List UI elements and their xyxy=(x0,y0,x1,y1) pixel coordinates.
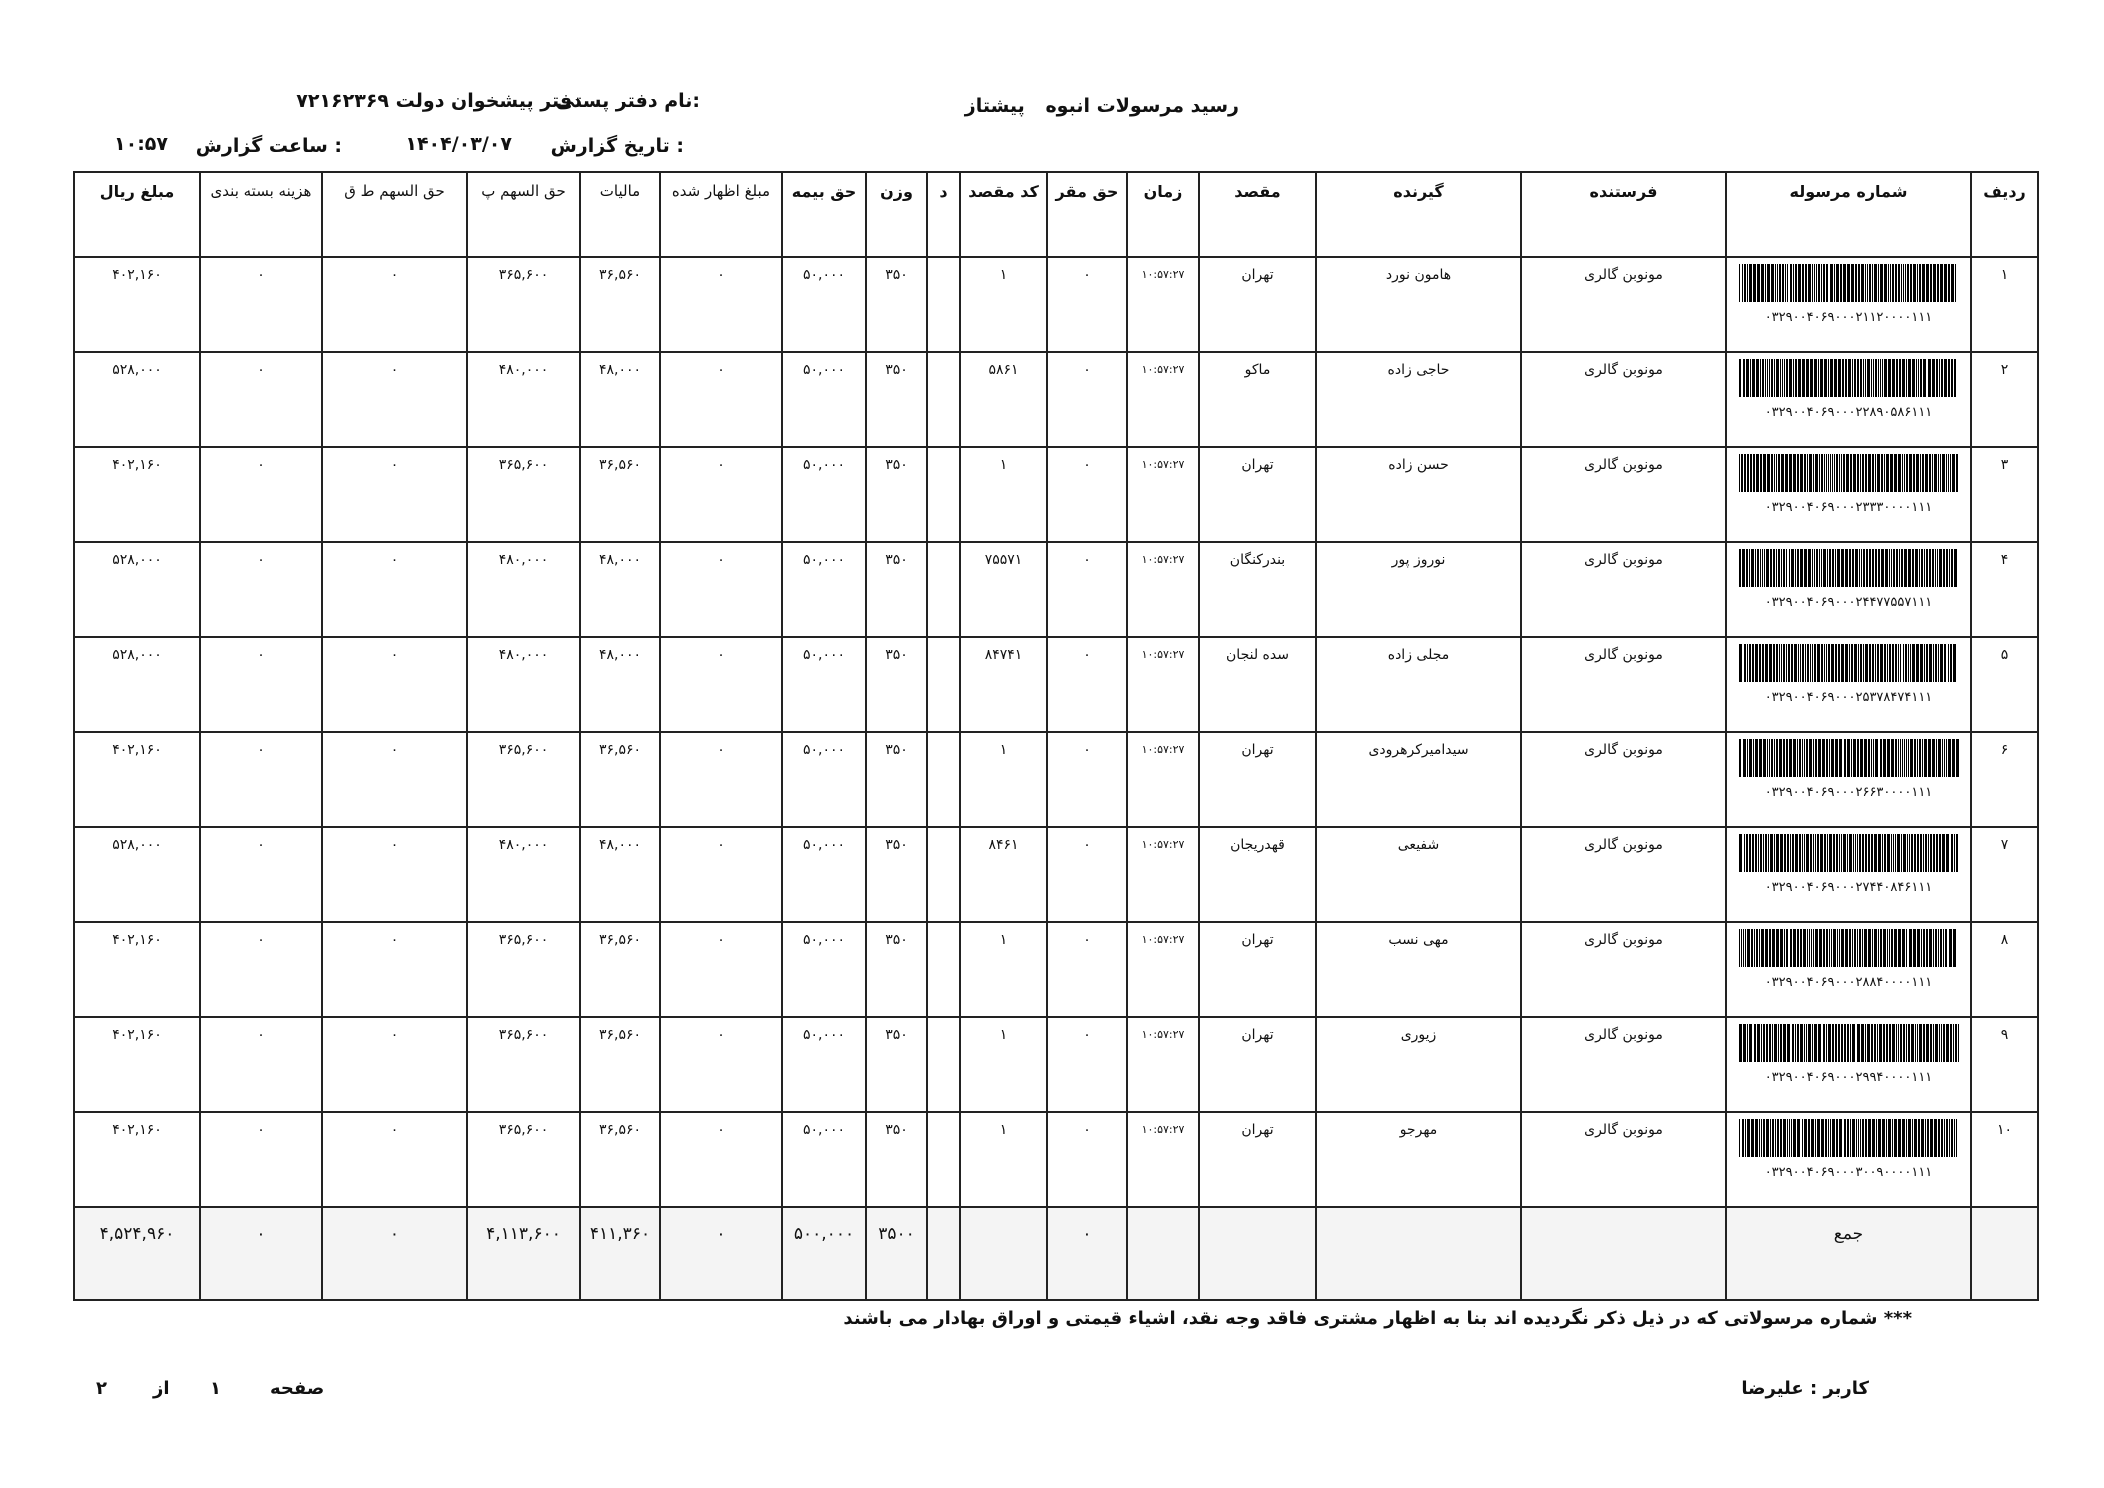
cell-dest-code: ۱ xyxy=(960,257,1047,352)
cell-declared: ۰ xyxy=(660,257,782,352)
cell-tax: ۳۶,۵۶۰ xyxy=(580,257,660,352)
cell-haq-maqar: ۰ xyxy=(1047,922,1127,1017)
cell-amount: ۴۰۲,۱۶۰ xyxy=(74,1017,200,1112)
cell-weight: ۳۵۰ xyxy=(866,447,927,542)
cell-sender: مونوبن گالری xyxy=(1521,732,1726,827)
cell-amount: ۴۰۲,۱۶۰ xyxy=(74,732,200,827)
cell-dest: تهران xyxy=(1199,1017,1316,1112)
cell-weight: ۳۵۰ xyxy=(866,542,927,637)
tracking-cell xyxy=(1726,827,1971,922)
cell-declared: ۰ xyxy=(660,352,782,447)
cell-amount: ۴۰۲,۱۶۰ xyxy=(74,257,200,352)
tracking-cell xyxy=(1726,1112,1971,1207)
barcode-image xyxy=(1739,739,1959,777)
cell-amount: ۵۲۸,۰۰۰ xyxy=(74,542,200,637)
table-total-row xyxy=(74,1207,2038,1300)
tracking-cell xyxy=(1726,447,1971,542)
cell-haq-maqar: ۰ xyxy=(1047,257,1127,352)
cell-d xyxy=(927,732,960,827)
cell-time: ۱۰:۵۷:۲۷ xyxy=(1127,447,1199,542)
total-share-p: ۴,۱۱۳,۶۰۰ xyxy=(467,1207,580,1300)
tracking-number: ۰۳۲۹۰۰۴۰۶۹۰۰۰۳۰۰۹۰۰۰۰۱۱۱ xyxy=(1764,1165,1933,1180)
barcode-image xyxy=(1739,644,1959,682)
cell-tax: ۴۸,۰۰۰ xyxy=(580,542,660,637)
col-d: د xyxy=(927,172,960,257)
tracking-number: ۰۳۲۹۰۰۴۰۶۹۰۰۰۲۱۱۲۰۰۰۰۱۱۱ xyxy=(1764,310,1933,325)
cell-row: ۴ xyxy=(1971,542,2038,637)
cell-packing: ۰ xyxy=(200,637,322,732)
table-row xyxy=(74,1112,2038,1207)
cell-time: ۱۰:۵۷:۲۷ xyxy=(1127,1112,1199,1207)
table-row xyxy=(74,542,2038,637)
cell-d xyxy=(927,542,960,637)
cell-sender: مونوبن گالری xyxy=(1521,1017,1726,1112)
cell-haq-maqar: ۰ xyxy=(1047,352,1127,447)
cell-declared: ۰ xyxy=(660,827,782,922)
cell-row: ۹ xyxy=(1971,1017,2038,1112)
cell-declared: ۰ xyxy=(660,1017,782,1112)
col-tracking: شماره مرسوله xyxy=(1726,172,1971,257)
cell-share-p: ۴۸۰,۰۰۰ xyxy=(467,542,580,637)
cell-insurance: ۵۰,۰۰۰ xyxy=(782,352,866,447)
col-haq-maqar: حق مقر xyxy=(1047,172,1127,257)
cell-packing: ۰ xyxy=(200,447,322,542)
cell-weight: ۳۵۰ xyxy=(866,922,927,1017)
cell-haq-maqar: ۰ xyxy=(1047,1017,1127,1112)
cell-share-p: ۳۶۵,۶۰۰ xyxy=(467,1017,580,1112)
cell-dest-code: ۸۴۶۱ xyxy=(960,827,1047,922)
cell-share-tq: ۰ xyxy=(322,922,467,1017)
table-row xyxy=(74,447,2038,542)
cell-packing: ۰ xyxy=(200,922,322,1017)
cell-sender: مونوبن گالری xyxy=(1521,447,1726,542)
cell-sender: مونوبن گالری xyxy=(1521,637,1726,732)
col-insurance: حق بیمه xyxy=(782,172,866,257)
col-sender: فرستنده xyxy=(1521,172,1726,257)
total-label: جمع xyxy=(1726,1207,1971,1300)
total-packing: ۰ xyxy=(200,1207,322,1300)
cell-row: ۳ xyxy=(1971,447,2038,542)
cell-declared: ۰ xyxy=(660,447,782,542)
cell-receiver: شفیعی xyxy=(1316,827,1521,922)
cell-time: ۱۰:۵۷:۲۷ xyxy=(1127,827,1199,922)
cell-share-p: ۴۸۰,۰۰۰ xyxy=(467,827,580,922)
disclaimer-note: *** شماره مرسولاتی که در ذیل ذکر نگردیده اند بنا به اظهار مشتری فاقد وجه نقد، اشیاء قیمتی و اوراق بهادار می باشند xyxy=(843,1308,1912,1329)
cell-packing: ۰ xyxy=(200,352,322,447)
cell-dest: تهران xyxy=(1199,732,1316,827)
col-share-p: حق السهم پ xyxy=(467,172,580,257)
cell-dest-code: ۵۸۶۱ xyxy=(960,352,1047,447)
cell-time: ۱۰:۵۷:۲۷ xyxy=(1127,637,1199,732)
report-title xyxy=(965,95,1239,117)
cell-share-tq: ۰ xyxy=(322,1112,467,1207)
cell-receiver: نوروز پور xyxy=(1316,542,1521,637)
cell-declared: ۰ xyxy=(660,922,782,1017)
cell-dest: تهران xyxy=(1199,922,1316,1017)
user-info xyxy=(1741,1378,1869,1399)
cell-haq-maqar: ۰ xyxy=(1047,827,1127,922)
total-sender xyxy=(1521,1207,1726,1300)
cell-share-p: ۳۶۵,۶۰۰ xyxy=(467,447,580,542)
cell-sender: مونوبن گالری xyxy=(1521,1112,1726,1207)
barcode-image xyxy=(1739,834,1959,872)
cell-row: ۵ xyxy=(1971,637,2038,732)
total-haq-maqar: ۰ xyxy=(1047,1207,1127,1300)
office-label: نام دفتر پستی: xyxy=(555,90,700,112)
cell-dest: بندرکنگان xyxy=(1199,542,1316,637)
tracking-cell xyxy=(1726,732,1971,827)
cell-receiver: هامون نورد xyxy=(1316,257,1521,352)
cell-d xyxy=(927,1112,960,1207)
tracking-cell xyxy=(1726,1017,1971,1112)
cell-share-p: ۴۸۰,۰۰۰ xyxy=(467,637,580,732)
cell-row: ۷ xyxy=(1971,827,2038,922)
cell-tax: ۳۶,۵۶۰ xyxy=(580,1017,660,1112)
cell-row: ۱ xyxy=(1971,257,2038,352)
table-row xyxy=(74,922,2038,1017)
cell-insurance: ۵۰,۰۰۰ xyxy=(782,257,866,352)
cell-amount: ۴۰۲,۱۶۰ xyxy=(74,1112,200,1207)
cell-time: ۱۰:۵۷:۲۷ xyxy=(1127,257,1199,352)
cell-declared: ۰ xyxy=(660,732,782,827)
tracking-cell xyxy=(1726,637,1971,732)
cell-time: ۱۰:۵۷:۲۷ xyxy=(1127,732,1199,827)
cell-share-p: ۳۶۵,۶۰۰ xyxy=(467,732,580,827)
table-row xyxy=(74,257,2038,352)
cell-dest-code: ۱ xyxy=(960,1017,1047,1112)
table-row xyxy=(74,352,2038,447)
total-receiver xyxy=(1316,1207,1521,1300)
cell-insurance: ۵۰,۰۰۰ xyxy=(782,637,866,732)
total-weight: ۳۵۰۰ xyxy=(866,1207,927,1300)
cell-insurance: ۵۰,۰۰۰ xyxy=(782,1112,866,1207)
cell-d xyxy=(927,352,960,447)
user-name: علیرضا xyxy=(1741,1378,1804,1399)
cell-row: ۸ xyxy=(1971,922,2038,1017)
cell-share-p: ۴۸۰,۰۰۰ xyxy=(467,352,580,447)
table-row xyxy=(74,637,2038,732)
cell-receiver: مهرجو xyxy=(1316,1112,1521,1207)
cell-dest-code: ۱ xyxy=(960,447,1047,542)
cell-receiver: حاجی زاده xyxy=(1316,352,1521,447)
cell-weight: ۳۵۰ xyxy=(866,732,927,827)
barcode-image xyxy=(1739,929,1959,967)
cell-dest-code: ۱ xyxy=(960,732,1047,827)
tracking-cell xyxy=(1726,352,1971,447)
cell-receiver: مهی نسب xyxy=(1316,922,1521,1017)
page-total: ۲ xyxy=(96,1378,107,1399)
col-receiver: گیرنده xyxy=(1316,172,1521,257)
cell-share-tq: ۰ xyxy=(322,827,467,922)
col-tax: مالیات xyxy=(580,172,660,257)
office-value: دفتر پیشخوان دولت ۷۲۱۶۲۳۶۹ xyxy=(296,90,582,112)
table-row xyxy=(74,732,2038,827)
cell-share-tq: ۰ xyxy=(322,732,467,827)
cell-time: ۱۰:۵۷:۲۷ xyxy=(1127,922,1199,1017)
cell-sender: مونوبن گالری xyxy=(1521,352,1726,447)
barcode-image xyxy=(1739,1119,1959,1157)
cell-declared: ۰ xyxy=(660,1112,782,1207)
col-dest: مقصد xyxy=(1199,172,1316,257)
cell-insurance: ۵۰,۰۰۰ xyxy=(782,542,866,637)
cell-row: ۱۰ xyxy=(1971,1112,2038,1207)
cell-dest: تهران xyxy=(1199,257,1316,352)
time-label: ساعت گزارش : xyxy=(195,135,342,157)
user-label: کاربر : xyxy=(1809,1378,1869,1399)
tracking-cell xyxy=(1726,542,1971,637)
cell-insurance: ۵۰,۰۰۰ xyxy=(782,1017,866,1112)
cell-row: ۲ xyxy=(1971,352,2038,447)
cell-dest-code: ۱ xyxy=(960,1112,1047,1207)
tracking-cell xyxy=(1726,257,1971,352)
cell-packing: ۰ xyxy=(200,1112,322,1207)
cell-tax: ۳۶,۵۶۰ xyxy=(580,732,660,827)
cell-weight: ۳۵۰ xyxy=(866,257,927,352)
cell-amount: ۴۰۲,۱۶۰ xyxy=(74,922,200,1017)
total-share-tq: ۰ xyxy=(322,1207,467,1300)
cell-dest-code: ۸۴۷۴۱ xyxy=(960,637,1047,732)
cell-weight: ۳۵۰ xyxy=(866,637,927,732)
cell-weight: ۳۵۰ xyxy=(866,1112,927,1207)
col-share-tq: حق السهم ط ق xyxy=(322,172,467,257)
cell-amount: ۵۲۸,۰۰۰ xyxy=(74,637,200,732)
cell-packing: ۰ xyxy=(200,827,322,922)
cell-time: ۱۰:۵۷:۲۷ xyxy=(1127,1017,1199,1112)
cell-tax: ۳۶,۵۶۰ xyxy=(580,447,660,542)
cell-sender: مونوبن گالری xyxy=(1521,257,1726,352)
cell-haq-maqar: ۰ xyxy=(1047,542,1127,637)
tracking-cell xyxy=(1726,922,1971,1017)
cell-d xyxy=(927,1017,960,1112)
total-d xyxy=(927,1207,960,1300)
cell-weight: ۳۵۰ xyxy=(866,352,927,447)
cell-share-tq: ۰ xyxy=(322,257,467,352)
cell-share-p: ۳۶۵,۶۰۰ xyxy=(467,922,580,1017)
cell-share-tq: ۰ xyxy=(322,542,467,637)
cell-packing: ۰ xyxy=(200,1017,322,1112)
tracking-number: ۰۳۲۹۰۰۴۰۶۹۰۰۰۲۲۸۹۰۵۸۶۱۱۱ xyxy=(1764,405,1933,420)
cell-share-p: ۳۶۵,۶۰۰ xyxy=(467,257,580,352)
cell-share-tq: ۰ xyxy=(322,637,467,732)
cell-d xyxy=(927,637,960,732)
col-row: ردیف xyxy=(1971,172,2038,257)
barcode-image xyxy=(1739,549,1959,587)
col-amount: مبلغ ریال xyxy=(74,172,200,257)
cell-share-p: ۳۶۵,۶۰۰ xyxy=(467,1112,580,1207)
tracking-number: ۰۳۲۹۰۰۴۰۶۹۰۰۰۲۶۶۳۰۰۰۰۱۱۱ xyxy=(1764,785,1933,800)
barcode-image xyxy=(1739,264,1959,302)
cell-dest: تهران xyxy=(1199,447,1316,542)
total-tax: ۴۱۱,۳۶۰ xyxy=(580,1207,660,1300)
cell-sender: مونوبن گالری xyxy=(1521,542,1726,637)
report-title-text: رسید مرسولات انبوه xyxy=(1045,95,1239,117)
col-packing: هزینه بسته بندی xyxy=(200,172,322,257)
cell-time: ۱۰:۵۷:۲۷ xyxy=(1127,542,1199,637)
cell-receiver: سیدامیرکرهرودی xyxy=(1316,732,1521,827)
service-type: پیشتاز xyxy=(964,95,1025,117)
cell-amount: ۵۲۸,۰۰۰ xyxy=(74,352,200,447)
cell-weight: ۳۵۰ xyxy=(866,827,927,922)
cell-haq-maqar: ۰ xyxy=(1047,1112,1127,1207)
table-header-row xyxy=(74,172,2038,257)
cell-time: ۱۰:۵۷:۲۷ xyxy=(1127,352,1199,447)
cell-d xyxy=(927,827,960,922)
cell-insurance: ۵۰,۰۰۰ xyxy=(782,922,866,1017)
cell-packing: ۰ xyxy=(200,542,322,637)
cell-packing: ۰ xyxy=(200,732,322,827)
total-time xyxy=(1127,1207,1199,1300)
total-amount: ۴,۵۲۴,۹۶۰ xyxy=(74,1207,200,1300)
cell-dest-code: ۷۵۵۷۱ xyxy=(960,542,1047,637)
cell-receiver: زیوری xyxy=(1316,1017,1521,1112)
col-dest-code: کد مقصد xyxy=(960,172,1047,257)
cell-row: ۶ xyxy=(1971,732,2038,827)
tracking-number: ۰۳۲۹۰۰۴۰۶۹۰۰۰۲۴۴۷۷۵۵۷۱۱۱ xyxy=(1764,595,1933,610)
time-value: ۱۰:۵۷ xyxy=(114,133,168,155)
cell-amount: ۵۲۸,۰۰۰ xyxy=(74,827,200,922)
date-value: ۱۴۰۴/۰۳/۰۷ xyxy=(405,133,512,155)
total-declared: ۰ xyxy=(660,1207,782,1300)
tracking-number: ۰۳۲۹۰۰۴۰۶۹۰۰۰۲۵۳۷۸۴۷۴۱۱۱ xyxy=(1764,690,1933,705)
cell-tax: ۴۸,۰۰۰ xyxy=(580,827,660,922)
shipments-table xyxy=(73,171,2039,1301)
cell-insurance: ۵۰,۰۰۰ xyxy=(782,827,866,922)
cell-d xyxy=(927,922,960,1017)
cell-tax: ۳۶,۵۶۰ xyxy=(580,1112,660,1207)
cell-insurance: ۵۰,۰۰۰ xyxy=(782,732,866,827)
page-of: از xyxy=(153,1378,170,1399)
cell-sender: مونوبن گالری xyxy=(1521,827,1726,922)
cell-haq-maqar: ۰ xyxy=(1047,637,1127,732)
cell-amount: ۴۰۲,۱۶۰ xyxy=(74,447,200,542)
date-label: تاریخ گزارش : xyxy=(550,135,684,157)
cell-declared: ۰ xyxy=(660,637,782,732)
cell-tax: ۳۶,۵۶۰ xyxy=(580,922,660,1017)
cell-weight: ۳۵۰ xyxy=(866,1017,927,1112)
cell-receiver: مجلی زاده xyxy=(1316,637,1521,732)
cell-packing: ۰ xyxy=(200,257,322,352)
cell-share-tq: ۰ xyxy=(322,352,467,447)
cell-tax: ۴۸,۰۰۰ xyxy=(580,352,660,447)
table-row xyxy=(74,1017,2038,1112)
cell-declared: ۰ xyxy=(660,542,782,637)
total-insurance: ۵۰۰,۰۰۰ xyxy=(782,1207,866,1300)
tracking-number: ۰۳۲۹۰۰۴۰۶۹۰۰۰۲۸۸۴۰۰۰۰۱۱۱ xyxy=(1764,975,1933,990)
col-weight: وزن xyxy=(866,172,927,257)
cell-insurance: ۵۰,۰۰۰ xyxy=(782,447,866,542)
total-row-cell xyxy=(1971,1207,2038,1300)
barcode-image xyxy=(1739,359,1959,397)
barcode-image xyxy=(1739,1024,1959,1062)
cell-haq-maqar: ۰ xyxy=(1047,732,1127,827)
cell-d xyxy=(927,447,960,542)
table-row xyxy=(74,827,2038,922)
tracking-number: ۰۳۲۹۰۰۴۰۶۹۰۰۰۲۳۳۳۰۰۰۰۱۱۱ xyxy=(1764,500,1933,515)
total-dest xyxy=(1199,1207,1316,1300)
col-time: زمان xyxy=(1127,172,1199,257)
cell-dest: سده لنجان xyxy=(1199,637,1316,732)
cell-tax: ۴۸,۰۰۰ xyxy=(580,637,660,732)
total-dest-code xyxy=(960,1207,1047,1300)
tracking-number: ۰۳۲۹۰۰۴۰۶۹۰۰۰۲۹۹۴۰۰۰۰۱۱۱ xyxy=(1764,1070,1933,1085)
cell-sender: مونوبن گالری xyxy=(1521,922,1726,1017)
col-declared: مبلغ اظهار شده xyxy=(660,172,782,257)
cell-haq-maqar: ۰ xyxy=(1047,447,1127,542)
page-current: ۱ xyxy=(210,1378,221,1399)
barcode-image xyxy=(1739,454,1959,492)
cell-share-tq: ۰ xyxy=(322,447,467,542)
cell-dest: قهدریجان xyxy=(1199,827,1316,922)
cell-dest: تهران xyxy=(1199,1112,1316,1207)
page-label: صفحه xyxy=(270,1378,325,1399)
tracking-number: ۰۳۲۹۰۰۴۰۶۹۰۰۰۲۷۴۴۰۸۴۶۱۱۱ xyxy=(1764,880,1933,895)
cell-dest-code: ۱ xyxy=(960,922,1047,1017)
cell-share-tq: ۰ xyxy=(322,1017,467,1112)
cell-receiver: حسن زاده xyxy=(1316,447,1521,542)
cell-d xyxy=(927,257,960,352)
cell-dest: ماکو xyxy=(1199,352,1316,447)
